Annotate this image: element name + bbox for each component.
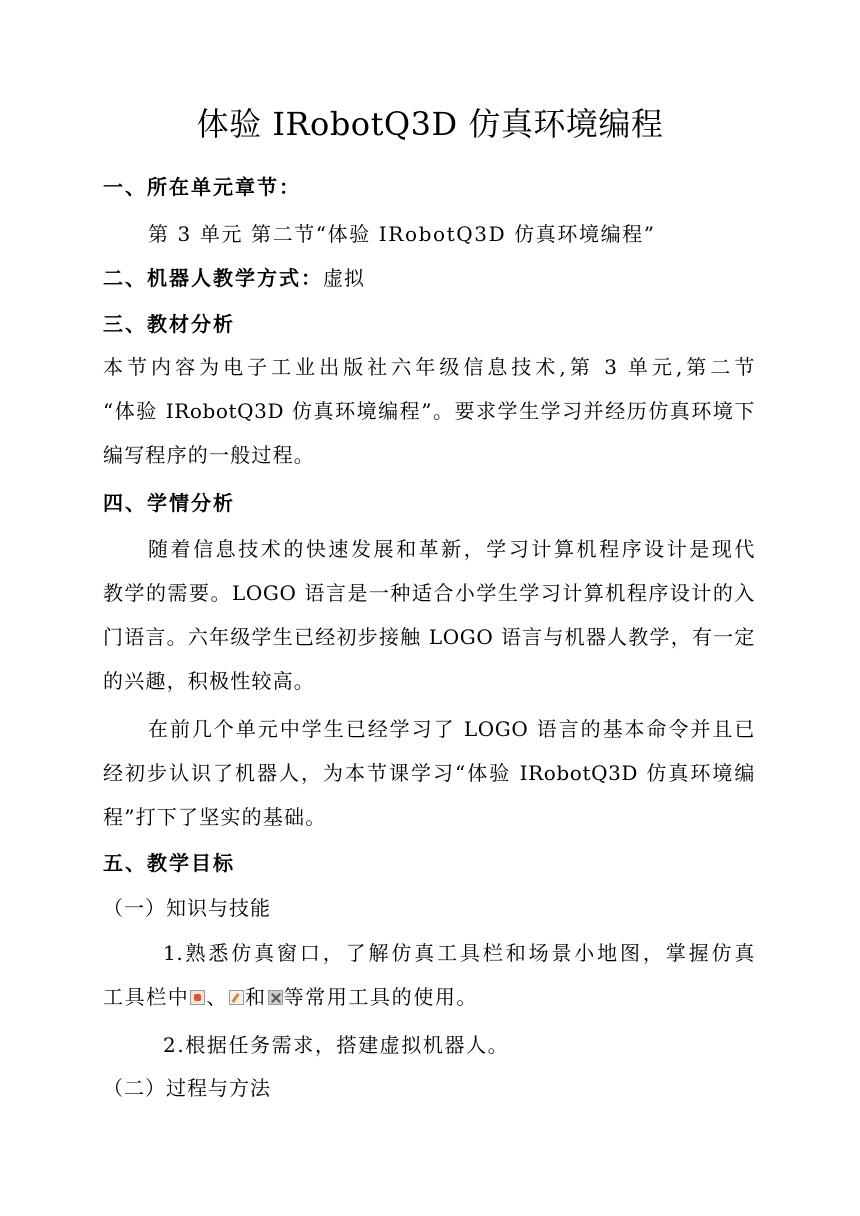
student-analysis-p2-line-2: 经初步认识了机器人，为本节课学习“体验 IRobotQ3D 仿真环境编 (103, 761, 755, 785)
goal-item-1-line-2-suffix: 等常用工具的使用。 (283, 985, 479, 1009)
unit-chapter-line: 第 3 单元 第二节“体验 IRobotQ3D 仿真环境编程” (148, 222, 656, 246)
teaching-mode-value: 虚拟 (323, 266, 365, 290)
student-analysis-p1-line-1: 随着信息技术的快速发展和革新，学习计算机程序设计是现代 (148, 537, 755, 561)
goal-item-1-line-2 (103, 982, 478, 1012)
subsection-process-methods: （二）过程与方法 (103, 1076, 271, 1100)
student-analysis-p1-line-2: 教学的需要。LOGO 语言是一种适合小学生学习计算机程序设计的入 (103, 581, 755, 605)
textbook-analysis-line-3: 编写程序的一般过程。 (103, 443, 315, 467)
toolbar-tool-icon-2 (229, 990, 244, 1005)
icon-separator-1: 、 (206, 985, 229, 1009)
section-heading-student-analysis: 四、学情分析 (103, 491, 235, 515)
section-heading-teaching-mode (103, 263, 365, 293)
teaching-mode-label: 二、机器人教学方式： (103, 266, 323, 290)
student-analysis-p2-line-1: 在前几个单元中学生已经学习了 LOGO 语言的基本命令并且已 (148, 717, 755, 741)
section-heading-textbook-analysis: 三、教材分析 (103, 312, 235, 336)
textbook-analysis-line-2: “体验 IRobotQ3D 仿真环境编程”。要求学生学习并经历仿真环境下 (103, 399, 755, 423)
student-analysis-p1-line-3: 门语言。六年级学生已经初步接触 LOGO 语言与机器人教学，有一定 (103, 625, 755, 649)
toolbar-tool-icon-3 (268, 990, 283, 1005)
goal-item-2: 2.根据任务需求，搭建虚拟机器人。 (163, 1033, 510, 1057)
icon-separator-2: 和 (245, 985, 267, 1009)
document-title: 体验 IRobotQ3D 仿真环境编程 (196, 105, 664, 143)
goal-item-1-line-1: 1.熟悉仿真窗口，了解仿真工具栏和场景小地图，掌握仿真 (163, 941, 755, 965)
student-analysis-p1-line-4: 的兴趣，积极性较高。 (103, 669, 315, 693)
goal-item-1-line-2-prefix: 工具栏中 (103, 985, 190, 1009)
section-heading-teaching-goals: 五、教学目标 (103, 851, 235, 875)
subsection-knowledge-skills: （一）知识与技能 (103, 896, 271, 920)
section-heading-unit: 一、所在单元章节： (103, 175, 301, 199)
student-analysis-p2-line-3: 程”打下了坚实的基础。 (103, 805, 327, 829)
toolbar-tool-icon-1 (190, 990, 205, 1005)
textbook-analysis-line-1: 本节内容为电子工业出版社六年级信息技术,第 3 单元,第二节 (103, 355, 755, 379)
